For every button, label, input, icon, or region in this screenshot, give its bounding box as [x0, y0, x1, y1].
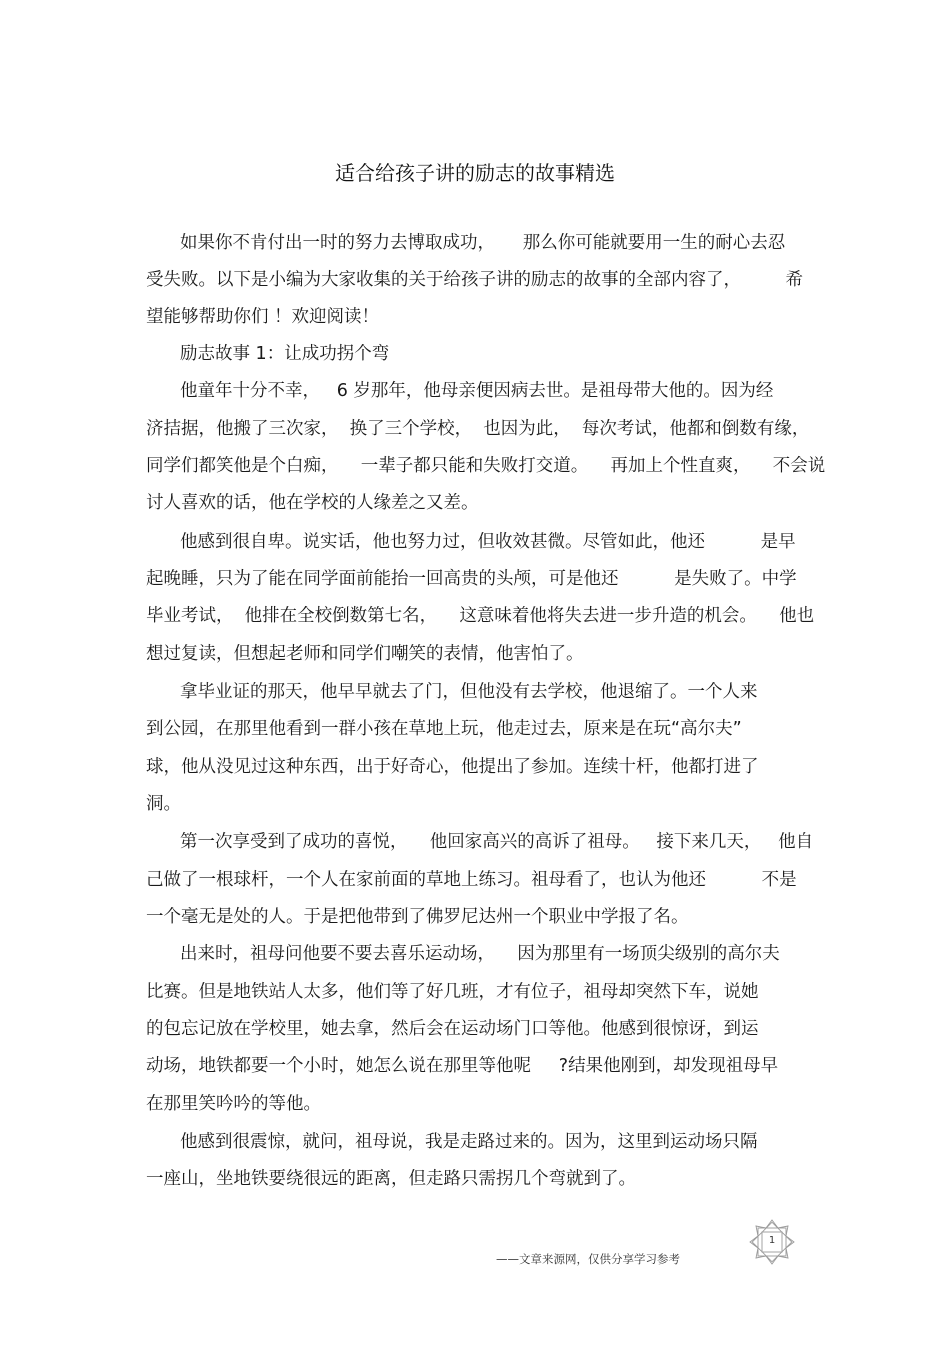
text-line: 到公园，在那里他看到一群小孩在草地上玩，他走过去，原来是在玩“高尔夫” — [146, 719, 742, 739]
text-line: 的包忘记放在学校里，她去拿，然后会在运动场门口等他。他感到很惊讶，到运 — [146, 1019, 759, 1039]
text-line: 一座山，坐地铁要绕很远的距离，但走路只需拐几个弯就到了。 — [146, 1169, 636, 1189]
text-line: 他童年十分不幸， 6 岁那年，他母亲便因病去世。是祖母带大他的。因为经 — [180, 381, 774, 401]
page-title: 适合给孩子讲的励志的故事精选 — [335, 161, 615, 185]
text-line: 望能够帮助你们 ！欢迎阅读！ — [146, 307, 380, 327]
text-line: 一个毫无是处的人。于是把他带到了佛罗尼达州一个职业中学报了名。 — [146, 907, 689, 927]
text-line: 想过复读，但想起老师和同学们嘲笑的表情，他害怕了。 — [146, 644, 584, 664]
text-line: 他感到很震惊，就问，祖母说，我是走路过来的。因为，这里到运动场只隔 — [180, 1132, 758, 1152]
text-line: 济拮据，他搬了三次家， 换了三个学校， 也因为此， 每次考试，他都和倒数有缘， — [146, 419, 810, 439]
text-line: 受失败。以下是小编为大家收集的关于给孩子讲的励志的故事的全部内容了， 希 — [146, 270, 803, 290]
text-line: 比赛。但是地铁站人太多，他们等了好几班，才有位子，祖母却突然下车，说她 — [146, 982, 759, 1002]
text-line: 球，他从没见过这种东西，出于好奇心，他提出了参加。连续十杆，他都打进了 — [146, 757, 759, 777]
text-line: 毕业考试， 他排在全校倒数第七名， 这意味着他将失去进一步升造的机会。 他也 — [146, 606, 815, 626]
text-line: 同学们都笑他是个白痴， 一辈子都只能和失败打交道。 再加上个性直爽， 不会说 — [146, 456, 826, 476]
text-line: 第一次享受到了成功的喜悦， 他回家高兴的高诉了祖母。 接下来几天， 他自 — [180, 832, 814, 852]
text-line: 如果你不肯付出一时的努力去博取成功， 那么你可能就要用一生的耐心去忍 — [180, 233, 786, 253]
text-line: 起晚睡，只为了能在同学面前能抬一回高贵的头颅，可是他还 是失败了。中学 — [146, 569, 797, 589]
text-line: 出来时，祖母问他要不要去喜乐运动场， 因为那里有一场顶尖级别的高尔夫 — [180, 944, 780, 964]
text-line: 他感到很自卑。说实话，他也努力过，但收效甚微。尽管如此，他还 是早 — [180, 532, 796, 552]
page-number: 1 — [768, 1235, 776, 1246]
text-line: 洞。 — [146, 794, 181, 814]
text-line: 己做了一根球杆，一个人在家前面的草地上练习。祖母看了，也认为他还 不是 — [146, 870, 797, 890]
text-line: 拿毕业证的那天，他早早就去了门，但他没有去学校，他退缩了。一个人来 — [180, 682, 758, 702]
section-heading: 励志故事 1：让成功拐个弯 — [180, 344, 390, 364]
text-line: 讨人喜欢的话，他在学校的人缘差之又差。 — [146, 493, 479, 513]
footer-note: ——文章来源网，仅供分享学习参考 — [496, 1252, 680, 1266]
text-line: 在那里笑吟吟的等他。 — [146, 1094, 321, 1114]
text-line: 动场，地铁都要一个小时，她怎么说在那里等他呢 ?结果他刚到，却发现祖母早 — [146, 1056, 779, 1076]
